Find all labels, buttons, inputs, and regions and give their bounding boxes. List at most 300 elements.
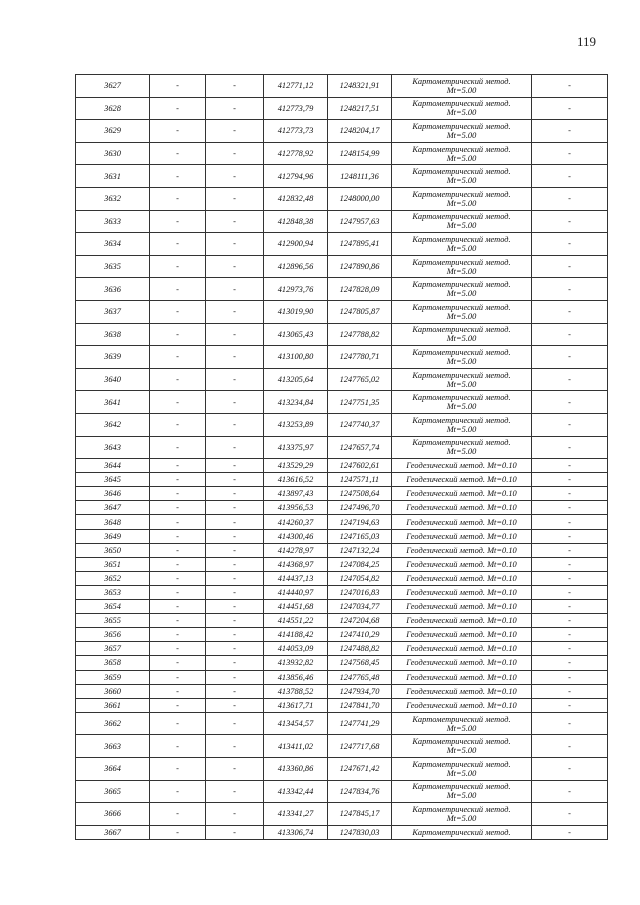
y-coordinate-cell: 1247788,82 xyxy=(328,323,392,346)
point-number-cell: 3652 xyxy=(76,571,150,585)
x-coordinate-cell: 412973,76 xyxy=(264,278,328,301)
empty-cell: - xyxy=(532,346,608,369)
x-coordinate-cell: 413956,53 xyxy=(264,501,328,515)
y-coordinate-cell: 1247841,70 xyxy=(328,698,392,712)
y-coordinate-cell: 1247805,87 xyxy=(328,300,392,323)
x-coordinate-cell: 413788,52 xyxy=(264,684,328,698)
x-coordinate-cell: 414437,13 xyxy=(264,571,328,585)
empty-cell: - xyxy=(206,642,264,656)
method-text: Картометрический метод. xyxy=(412,804,511,814)
table-row xyxy=(76,698,608,712)
method-cell xyxy=(392,278,532,301)
empty-cell: - xyxy=(150,187,206,210)
empty-cell: - xyxy=(532,255,608,278)
method-cell xyxy=(392,529,532,543)
table-row xyxy=(76,656,608,670)
y-coordinate-cell: 1247765,48 xyxy=(328,670,392,684)
method-accuracy-text: Mt=5.00 xyxy=(446,289,477,299)
x-coordinate-cell: 414300,46 xyxy=(264,529,328,543)
method-text: Картометрический метод. xyxy=(412,782,511,792)
empty-cell: - xyxy=(206,233,264,256)
x-coordinate-cell: 413454,57 xyxy=(264,712,328,735)
table-row xyxy=(76,557,608,571)
method-text: Картометрический метод. xyxy=(412,325,511,335)
method-accuracy-text: Mt=5.00 xyxy=(446,266,477,276)
empty-cell: - xyxy=(206,187,264,210)
empty-cell: - xyxy=(532,278,608,301)
y-coordinate-cell: 1247671,42 xyxy=(328,757,392,780)
empty-cell: - xyxy=(206,614,264,628)
x-coordinate-cell: 412771,12 xyxy=(264,75,328,98)
empty-cell: - xyxy=(150,684,206,698)
table-row xyxy=(76,300,608,323)
table-row xyxy=(76,255,608,278)
table-row xyxy=(76,529,608,543)
method-cell xyxy=(392,75,532,98)
empty-cell: - xyxy=(532,614,608,628)
empty-cell: - xyxy=(532,712,608,735)
empty-cell: - xyxy=(150,600,206,614)
empty-cell: - xyxy=(206,501,264,515)
empty-cell: - xyxy=(532,210,608,233)
empty-cell: - xyxy=(206,803,264,826)
method-text: Геодезический метод. Mt=0.10 xyxy=(406,686,517,696)
empty-cell: - xyxy=(206,75,264,98)
empty-cell: - xyxy=(206,757,264,780)
empty-cell: - xyxy=(150,557,206,571)
empty-cell: - xyxy=(532,515,608,529)
table-row xyxy=(76,413,608,436)
method-text: Геодезический метод. Mt=0.10 xyxy=(406,559,517,569)
method-text: Геодезический метод. Mt=0.10 xyxy=(406,475,517,485)
method-accuracy-text: Mt=5.00 xyxy=(446,723,477,733)
method-accuracy-text: Mt=5.00 xyxy=(446,746,477,756)
empty-cell: - xyxy=(532,557,608,571)
empty-cell: - xyxy=(532,501,608,515)
method-cell xyxy=(392,780,532,803)
x-coordinate-cell: 414368,97 xyxy=(264,557,328,571)
method-text: Геодезический метод. Mt=0.10 xyxy=(406,630,517,640)
table-row xyxy=(76,473,608,487)
method-cell xyxy=(392,735,532,758)
y-coordinate-cell: 1247828,09 xyxy=(328,278,392,301)
point-number-cell: 3658 xyxy=(76,656,150,670)
point-number-cell: 3641 xyxy=(76,391,150,414)
empty-cell: - xyxy=(150,300,206,323)
point-number-cell: 3650 xyxy=(76,543,150,557)
method-text: Геодезический метод. Mt=0.10 xyxy=(406,587,517,597)
method-cell xyxy=(392,210,532,233)
x-coordinate-cell: 413253,89 xyxy=(264,413,328,436)
method-cell xyxy=(392,670,532,684)
empty-cell: - xyxy=(150,391,206,414)
method-text: Картометрический метод. xyxy=(412,302,511,312)
empty-cell: - xyxy=(206,323,264,346)
x-coordinate-cell: 412896,56 xyxy=(264,255,328,278)
table-row xyxy=(76,346,608,369)
method-text: Картометрический метод. xyxy=(412,167,511,177)
x-coordinate-cell: 413205,64 xyxy=(264,368,328,391)
y-coordinate-cell: 1247054,82 xyxy=(328,571,392,585)
point-number-cell: 3647 xyxy=(76,501,150,515)
empty-cell: - xyxy=(532,233,608,256)
point-number-cell: 3661 xyxy=(76,698,150,712)
empty-cell: - xyxy=(206,142,264,165)
empty-cell: - xyxy=(206,571,264,585)
table-row xyxy=(76,628,608,642)
x-coordinate-cell: 413019,90 xyxy=(264,300,328,323)
method-accuracy-text: Mt=5.00 xyxy=(446,85,477,95)
point-number-cell: 3653 xyxy=(76,585,150,599)
y-coordinate-cell: 1247571,11 xyxy=(328,473,392,487)
x-coordinate-cell: 413897,43 xyxy=(264,487,328,501)
empty-cell: - xyxy=(150,142,206,165)
method-cell xyxy=(392,628,532,642)
point-number-cell: 3642 xyxy=(76,413,150,436)
point-number-cell: 3633 xyxy=(76,210,150,233)
method-accuracy-text: Mt=5.00 xyxy=(446,402,477,412)
empty-cell: - xyxy=(150,642,206,656)
method-accuracy-text: Mt=5.00 xyxy=(446,176,477,186)
table-row xyxy=(76,642,608,656)
method-cell xyxy=(392,255,532,278)
table-row xyxy=(76,487,608,501)
method-text: Геодезический метод. Mt=0.10 xyxy=(406,700,517,710)
table-row xyxy=(76,585,608,599)
method-text: Картометрический метод. xyxy=(412,189,511,199)
method-text: Картометрический метод. xyxy=(412,144,511,154)
empty-cell: - xyxy=(150,255,206,278)
method-cell xyxy=(392,120,532,143)
method-text: Картометрический метод. xyxy=(412,280,511,290)
y-coordinate-cell: 1248217,51 xyxy=(328,97,392,120)
y-coordinate-cell: 1248111,36 xyxy=(328,165,392,188)
method-accuracy-text: Mt=5.00 xyxy=(446,108,477,118)
point-number-cell: 3651 xyxy=(76,557,150,571)
empty-cell: - xyxy=(532,459,608,473)
method-cell xyxy=(392,600,532,614)
x-coordinate-cell: 414451,68 xyxy=(264,600,328,614)
method-cell xyxy=(392,300,532,323)
table-row xyxy=(76,436,608,459)
empty-cell: - xyxy=(206,459,264,473)
method-accuracy-text: Mt=5.00 xyxy=(446,379,477,389)
point-number-cell: 3631 xyxy=(76,165,150,188)
method-cell xyxy=(392,642,532,656)
empty-cell: - xyxy=(532,698,608,712)
empty-cell: - xyxy=(150,712,206,735)
empty-cell: - xyxy=(150,413,206,436)
x-coordinate-cell: 413100,80 xyxy=(264,346,328,369)
point-number-cell: 3634 xyxy=(76,233,150,256)
method-cell xyxy=(392,323,532,346)
x-coordinate-cell: 412773,79 xyxy=(264,97,328,120)
x-coordinate-cell: 413932,82 xyxy=(264,656,328,670)
table-row xyxy=(76,142,608,165)
x-coordinate-cell: 413306,74 xyxy=(264,825,328,839)
empty-cell: - xyxy=(532,436,608,459)
method-text: Геодезический метод. Mt=0.10 xyxy=(406,531,517,541)
point-number-cell: 3632 xyxy=(76,187,150,210)
method-text: Геодезический метод. Mt=0.10 xyxy=(406,672,517,682)
y-coordinate-cell: 1247657,74 xyxy=(328,436,392,459)
empty-cell: - xyxy=(532,585,608,599)
table-row xyxy=(76,459,608,473)
method-accuracy-text: Mt=5.00 xyxy=(446,768,477,778)
empty-cell: - xyxy=(532,142,608,165)
empty-cell: - xyxy=(150,436,206,459)
y-coordinate-cell: 1247410,29 xyxy=(328,628,392,642)
empty-cell: - xyxy=(206,278,264,301)
y-coordinate-cell: 1247488,82 xyxy=(328,642,392,656)
table-row xyxy=(76,803,608,826)
point-number-cell: 3663 xyxy=(76,735,150,758)
method-text: Картометрический метод. xyxy=(412,99,511,109)
table-row xyxy=(76,735,608,758)
method-text: Картометрический метод. xyxy=(412,393,511,403)
method-text: Картометрический метод. xyxy=(412,121,511,131)
method-text: Картометрический метод. xyxy=(412,234,511,244)
point-number-cell: 3664 xyxy=(76,757,150,780)
y-coordinate-cell: 1247957,63 xyxy=(328,210,392,233)
point-number-cell: 3666 xyxy=(76,803,150,826)
empty-cell: - xyxy=(532,628,608,642)
x-coordinate-cell: 414551,22 xyxy=(264,614,328,628)
method-accuracy-text: Mt=5.00 xyxy=(446,198,477,208)
table-row xyxy=(76,571,608,585)
y-coordinate-cell: 1247740,37 xyxy=(328,413,392,436)
method-cell xyxy=(392,459,532,473)
x-coordinate-cell: 412900,94 xyxy=(264,233,328,256)
method-cell xyxy=(392,165,532,188)
method-cell xyxy=(392,391,532,414)
empty-cell: - xyxy=(150,501,206,515)
empty-cell: - xyxy=(150,698,206,712)
empty-cell: - xyxy=(532,165,608,188)
empty-cell: - xyxy=(532,780,608,803)
empty-cell: - xyxy=(206,413,264,436)
empty-cell: - xyxy=(150,628,206,642)
empty-cell: - xyxy=(206,825,264,839)
empty-cell: - xyxy=(532,391,608,414)
method-cell xyxy=(392,585,532,599)
empty-cell: - xyxy=(532,543,608,557)
method-cell xyxy=(392,614,532,628)
method-accuracy-text: Mt=5.00 xyxy=(446,243,477,253)
x-coordinate-cell: 412794,96 xyxy=(264,165,328,188)
empty-cell: - xyxy=(150,670,206,684)
point-number-cell: 3667 xyxy=(76,825,150,839)
method-text: Картометрический метод. xyxy=(412,759,511,769)
method-cell xyxy=(392,501,532,515)
empty-cell: - xyxy=(150,543,206,557)
method-text: Картометрический метод. xyxy=(412,415,511,425)
empty-cell: - xyxy=(150,210,206,233)
empty-cell: - xyxy=(150,346,206,369)
empty-cell: - xyxy=(150,323,206,346)
point-number-cell: 3636 xyxy=(76,278,150,301)
table-row xyxy=(76,670,608,684)
point-number-cell: 3665 xyxy=(76,780,150,803)
table-row xyxy=(76,368,608,391)
x-coordinate-cell: 413529,29 xyxy=(264,459,328,473)
table-row xyxy=(76,210,608,233)
empty-cell: - xyxy=(532,735,608,758)
method-cell xyxy=(392,97,532,120)
method-accuracy-text: Mt=5.00 xyxy=(446,813,477,823)
method-cell xyxy=(392,187,532,210)
y-coordinate-cell: 1248204,17 xyxy=(328,120,392,143)
y-coordinate-cell: 1247830,03 xyxy=(328,825,392,839)
point-number-cell: 3655 xyxy=(76,614,150,628)
empty-cell: - xyxy=(206,712,264,735)
y-coordinate-cell: 1247895,41 xyxy=(328,233,392,256)
x-coordinate-cell: 412778,92 xyxy=(264,142,328,165)
point-number-cell: 3628 xyxy=(76,97,150,120)
empty-cell: - xyxy=(150,487,206,501)
empty-cell: - xyxy=(206,97,264,120)
empty-cell: - xyxy=(532,368,608,391)
y-coordinate-cell: 1247717,68 xyxy=(328,735,392,758)
y-coordinate-cell: 1247132,24 xyxy=(328,543,392,557)
empty-cell: - xyxy=(150,97,206,120)
empty-cell: - xyxy=(532,825,608,839)
method-text: Геодезический метод. Mt=0.10 xyxy=(406,517,517,527)
empty-cell: - xyxy=(150,803,206,826)
method-text: Геодезический метод. Mt=0.10 xyxy=(406,545,517,555)
method-text: Картометрический метод. xyxy=(412,212,511,222)
point-number-cell: 3654 xyxy=(76,600,150,614)
empty-cell: - xyxy=(150,825,206,839)
point-number-cell: 3643 xyxy=(76,436,150,459)
empty-cell: - xyxy=(150,585,206,599)
empty-cell: - xyxy=(532,75,608,98)
empty-cell: - xyxy=(150,75,206,98)
method-text: Картометрический метод. xyxy=(412,827,511,837)
empty-cell: - xyxy=(206,210,264,233)
x-coordinate-cell: 414278,97 xyxy=(264,543,328,557)
empty-cell: - xyxy=(532,803,608,826)
y-coordinate-cell: 1247084,25 xyxy=(328,557,392,571)
method-cell xyxy=(392,142,532,165)
method-cell xyxy=(392,515,532,529)
method-cell xyxy=(392,233,532,256)
method-text: Геодезический метод. Mt=0.10 xyxy=(406,644,517,654)
empty-cell: - xyxy=(150,656,206,670)
table-row xyxy=(76,684,608,698)
table-row xyxy=(76,120,608,143)
y-coordinate-cell: 1247204,68 xyxy=(328,614,392,628)
empty-cell: - xyxy=(206,698,264,712)
method-cell xyxy=(392,413,532,436)
point-number-cell: 3638 xyxy=(76,323,150,346)
empty-cell: - xyxy=(532,529,608,543)
empty-cell: - xyxy=(150,233,206,256)
empty-cell: - xyxy=(150,529,206,543)
point-number-cell: 3627 xyxy=(76,75,150,98)
y-coordinate-cell: 1247934,70 xyxy=(328,684,392,698)
method-cell xyxy=(392,656,532,670)
empty-cell: - xyxy=(206,120,264,143)
empty-cell: - xyxy=(206,255,264,278)
method-cell xyxy=(392,825,532,839)
x-coordinate-cell: 412848,38 xyxy=(264,210,328,233)
method-accuracy-text: Mt=5.00 xyxy=(446,311,477,321)
y-coordinate-cell: 1247845,17 xyxy=(328,803,392,826)
empty-cell: - xyxy=(150,459,206,473)
page-number: 119 xyxy=(576,34,596,49)
table-row xyxy=(76,278,608,301)
empty-cell: - xyxy=(206,543,264,557)
method-text: Картометрический метод. xyxy=(412,714,511,724)
empty-cell: - xyxy=(206,656,264,670)
table-row xyxy=(76,501,608,515)
empty-cell: - xyxy=(206,557,264,571)
method-text: Картометрический метод. xyxy=(412,370,511,380)
x-coordinate-cell: 413411,02 xyxy=(264,735,328,758)
empty-cell: - xyxy=(150,165,206,188)
empty-cell: - xyxy=(150,278,206,301)
method-accuracy-text: Mt=5.00 xyxy=(446,356,477,366)
y-coordinate-cell: 1247751,35 xyxy=(328,391,392,414)
method-text: Геодезический метод. Mt=0.10 xyxy=(406,461,517,471)
empty-cell: - xyxy=(150,735,206,758)
x-coordinate-cell: 414053,09 xyxy=(264,642,328,656)
method-accuracy-text: Mt=5.00 xyxy=(446,447,477,457)
method-accuracy-text: Mt=5.00 xyxy=(446,153,477,163)
method-cell xyxy=(392,543,532,557)
y-coordinate-cell: 1247016,83 xyxy=(328,585,392,599)
point-number-cell: 3637 xyxy=(76,300,150,323)
x-coordinate-cell: 413375,97 xyxy=(264,436,328,459)
method-accuracy-text: Mt=5.00 xyxy=(446,334,477,344)
x-coordinate-cell: 413617,71 xyxy=(264,698,328,712)
method-cell xyxy=(392,712,532,735)
table-row xyxy=(76,75,608,98)
table-row xyxy=(76,757,608,780)
point-number-cell: 3656 xyxy=(76,628,150,642)
empty-cell: - xyxy=(532,656,608,670)
x-coordinate-cell: 413342,44 xyxy=(264,780,328,803)
empty-cell: - xyxy=(206,473,264,487)
empty-cell: - xyxy=(532,323,608,346)
empty-cell: - xyxy=(206,780,264,803)
empty-cell: - xyxy=(532,571,608,585)
x-coordinate-cell: 414188,42 xyxy=(264,628,328,642)
empty-cell: - xyxy=(206,515,264,529)
method-cell xyxy=(392,346,532,369)
empty-cell: - xyxy=(532,120,608,143)
point-number-cell: 3630 xyxy=(76,142,150,165)
method-accuracy-text: Mt=5.00 xyxy=(446,221,477,231)
empty-cell: - xyxy=(532,684,608,698)
point-number-cell: 3662 xyxy=(76,712,150,735)
method-text: Картометрический метод. xyxy=(412,438,511,448)
x-coordinate-cell: 413341,27 xyxy=(264,803,328,826)
method-accuracy-text: Mt=5.00 xyxy=(446,424,477,434)
y-coordinate-cell: 1247194,63 xyxy=(328,515,392,529)
table-row xyxy=(76,97,608,120)
y-coordinate-cell: 1248000,00 xyxy=(328,187,392,210)
empty-cell: - xyxy=(150,757,206,780)
empty-cell: - xyxy=(206,300,264,323)
y-coordinate-cell: 1247890,86 xyxy=(328,255,392,278)
method-text: Геодезический метод. Mt=0.10 xyxy=(406,616,517,626)
table-row xyxy=(76,712,608,735)
empty-cell: - xyxy=(150,120,206,143)
point-number-cell: 3649 xyxy=(76,529,150,543)
method-cell xyxy=(392,684,532,698)
